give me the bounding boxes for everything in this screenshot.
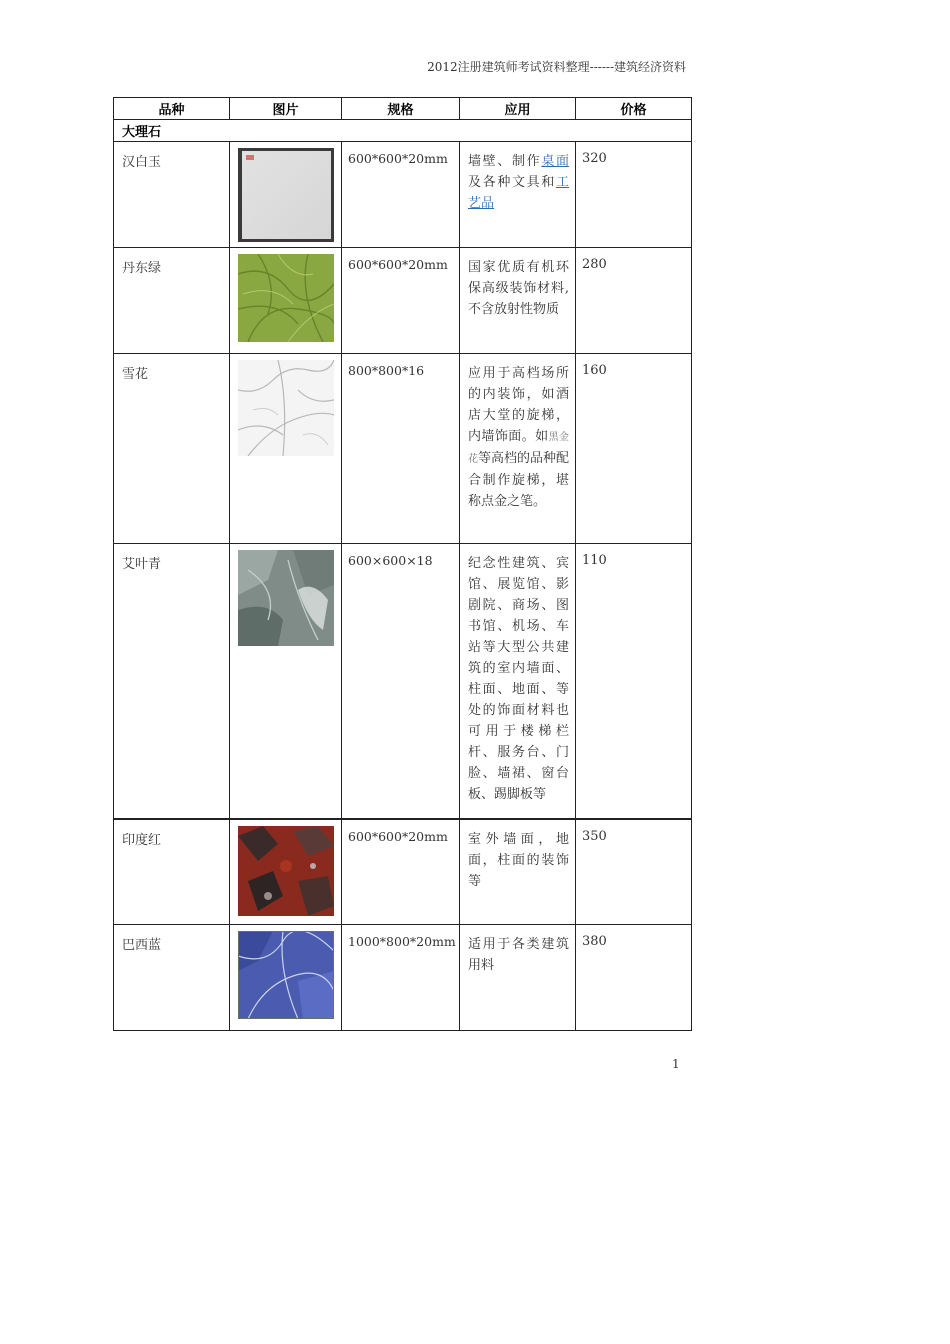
marble-table [113, 97, 692, 1031]
spec-cell: 600*600*20mm [342, 819, 460, 925]
spec-cell: 1000*800*20mm [342, 925, 460, 1031]
red-granite-swatch-icon [238, 826, 334, 916]
grey-green-marble-swatch-icon [238, 550, 334, 646]
column-header-variety: 品种 [114, 98, 230, 120]
price-cell: 110 [576, 544, 692, 819]
table-row [114, 354, 692, 544]
table-row [114, 925, 692, 1031]
table-header-row [114, 98, 692, 120]
spec-cell: 600×600×18 [342, 544, 460, 819]
column-header-image: 图片 [230, 98, 342, 120]
usage-text: 等高档的品种配合制作旋梯，堪称点金之笔。 [468, 451, 570, 509]
price-cell: 280 [576, 248, 692, 354]
usage-text: 应用于高档场所的内装饰，如酒店大堂的旋梯，内墙饰面。如 [468, 366, 569, 444]
usage-text: 及各种文具和 [468, 175, 556, 190]
usage-cell [460, 354, 576, 544]
usage-cell: 纪念性建筑、宾馆、展览馆、影剧院、商场、图书馆、机场、车站等大型公共建筑的室内墙面、柱面、地面、等处的饰面材料也可用于楼梯栏杆、服务台、门脸、墙裙、窗台板、踢脚板等 [460, 544, 576, 819]
green-marble-swatch-icon [238, 254, 334, 342]
usage-cell [460, 142, 576, 248]
variety-name: 印度红 [114, 819, 230, 925]
usage-cell: 国家优质有机环保高级装饰材料,不含放射性物质 [460, 248, 576, 354]
price-cell: 380 [576, 925, 692, 1031]
usage-text: 墙壁、制作 [468, 154, 542, 169]
tabletop-link[interactable]: 桌面 [541, 154, 569, 169]
usage-small-text: 黑金花 [468, 432, 569, 465]
usage-cell: 适用于各类建筑用料 [460, 925, 576, 1031]
price-cell: 320 [576, 142, 692, 248]
snowflake-marble-swatch-icon [238, 360, 334, 456]
variety-name: 艾叶青 [114, 544, 230, 819]
blue-marble-swatch-icon [238, 931, 334, 1019]
table-row [114, 142, 692, 248]
variety-name: 巴西蓝 [114, 925, 230, 1031]
column-header-usage: 应用 [460, 98, 576, 120]
column-header-price: 价格 [576, 98, 692, 120]
column-header-spec: 规格 [342, 98, 460, 120]
usage-cell: 室外墙面，地面，柱面的装饰等 [460, 819, 576, 925]
table-row [114, 819, 692, 925]
variety-name: 丹东绿 [114, 248, 230, 354]
spec-cell: 600*600*20mm [342, 248, 460, 354]
crafts-link[interactable]: 工艺品 [468, 175, 569, 211]
page-header: 2012注册建筑师考试资料整理------建筑经济资料 [427, 60, 686, 74]
page-number: 1 [672, 1057, 680, 1071]
spec-cell: 800*800*16 [342, 354, 460, 544]
white-marble-swatch-icon [238, 148, 334, 242]
category-row [114, 120, 692, 142]
variety-name: 汉白玉 [114, 142, 230, 248]
price-cell: 160 [576, 354, 692, 544]
table-row [114, 544, 692, 819]
price-cell: 350 [576, 819, 692, 925]
category-label: 大理石 [114, 120, 692, 142]
spec-cell: 600*600*20mm [342, 142, 460, 248]
variety-name: 雪花 [114, 354, 230, 544]
table-row [114, 248, 692, 354]
